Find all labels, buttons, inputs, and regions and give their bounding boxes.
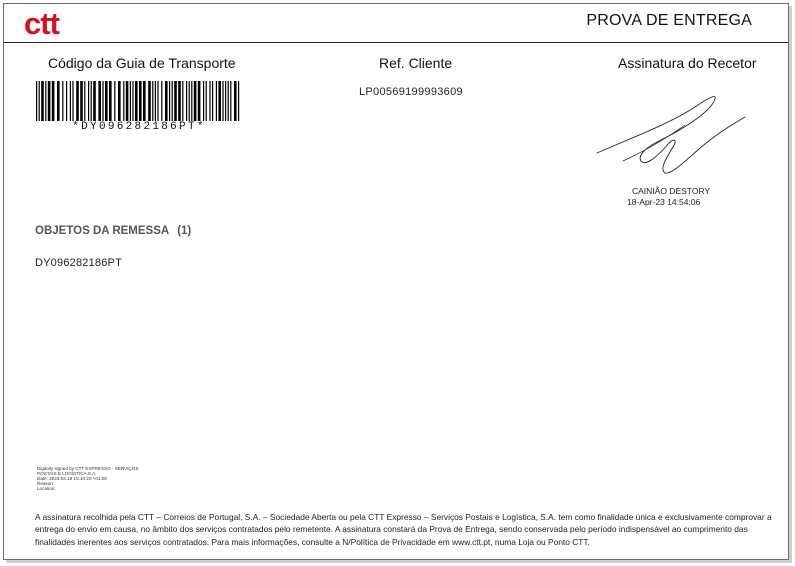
digital-signature-line: POSTAIS E LOGÍSTICA S.A.	[37, 471, 97, 476]
barcode-bar	[186, 81, 187, 121]
barcode-bar	[169, 81, 170, 121]
barcode-bar	[98, 81, 101, 121]
client-reference-label: Ref. Cliente	[379, 55, 453, 71]
shipment-objects-title: OBJETOS DA REMESSA	[35, 225, 170, 237]
barcode-bar	[57, 81, 60, 121]
barcode-bar	[178, 81, 181, 121]
barcode-bar	[191, 81, 192, 121]
barcode-bar	[80, 81, 83, 121]
barcode-bar	[135, 81, 138, 121]
barcode-bar	[118, 81, 121, 121]
barcode-bar	[189, 81, 190, 121]
receiver-signature-label: Assinatura do Recetor	[618, 55, 757, 71]
barcode-bar	[206, 81, 207, 121]
privacy-disclaimer: A assinatura recolhida pela CTT – Correios de Portugal, S.A. – Sociedade Aberta ou pela CTT Expresso – Serviços Postais e Logística, S.A. tem como finalidade única e exclusivamente comprovar a entrega do envio em causa, no âmbito dos serviços contratados pelo remetente. A assinatura constará da Prova de Entrega, sendo conservada pelo período indispensável ao cumprimento das finalidades inerentes aos serviços contratados. Para mais informações, consulte a N/Política de Privacidade em www.ctt.pt, numa Loja ou Ponto CTT.	[35, 512, 772, 547]
barcode-bar	[174, 81, 177, 121]
barcode-bar	[123, 81, 124, 121]
barcode-bar	[172, 81, 173, 121]
digital-signature-line: Date: 2023.04.18 15:10:20 +01:00	[37, 476, 107, 481]
barcode-bar	[114, 81, 115, 121]
shipment-objects-heading	[35, 225, 191, 237]
barcode-bar	[155, 81, 156, 121]
barcode-bar	[143, 81, 146, 121]
barcode-bar	[234, 81, 237, 121]
barcode-bar	[161, 81, 162, 121]
barcode-bar	[41, 81, 44, 121]
barcode-bar	[62, 81, 63, 121]
barcode-bar	[238, 81, 239, 121]
barcode-bar	[36, 81, 37, 121]
barcode-bar	[228, 81, 229, 121]
barcode-bar	[203, 81, 204, 121]
barcode-bar	[76, 81, 79, 121]
barcode-bar	[218, 81, 221, 121]
receiver-name: CAINIÃO DESTORY	[632, 186, 711, 196]
barcode-bar	[105, 81, 108, 121]
digital-signature-line: Digitally signed by CTT EXPRESSO - SERVIÇOS	[37, 466, 139, 471]
digital-signature-line: Location:	[37, 486, 56, 491]
barcode-bar	[222, 81, 223, 121]
signature-timestamp: 18-Apr-23 14:54:06	[627, 197, 701, 207]
barcode-bar	[84, 81, 85, 121]
barcode-bar	[45, 81, 46, 121]
barcode-bar	[93, 81, 96, 121]
barcode-bar	[88, 81, 89, 121]
barcode-bar	[152, 81, 153, 121]
barcode-bar	[72, 81, 73, 121]
barcode-bar	[216, 81, 217, 121]
barcode-bar	[165, 81, 168, 121]
barcode-bar	[66, 81, 67, 121]
barcode-bar	[52, 81, 55, 121]
shipment-objects-count: (1)	[177, 225, 192, 237]
header	[4, 4, 788, 43]
barcode-bar	[139, 81, 142, 121]
digital-signature-block	[37, 466, 138, 491]
waybill-code-label: Código da Guia de Transporte	[48, 55, 236, 71]
barcode-bar	[212, 81, 213, 121]
digital-signature-line: Reason:	[37, 481, 55, 486]
barcode-bar	[39, 81, 40, 121]
barcode-bar	[130, 81, 131, 121]
barcode-bar	[126, 81, 129, 121]
delivery-proof-page	[3, 3, 789, 560]
receiver-signature	[589, 89, 749, 189]
barcode-bar	[209, 81, 210, 121]
barcode-bar	[48, 81, 51, 121]
barcode-bar	[70, 81, 71, 121]
barcode-bar	[109, 81, 112, 121]
barcode-bar	[102, 81, 103, 121]
page-shadow-right	[789, 6, 792, 562]
barcode-bar	[225, 81, 226, 121]
barcode-bar	[132, 81, 133, 121]
barcode-bar	[230, 81, 231, 121]
barcode-bar	[194, 81, 197, 121]
document-title: PROVA DE ENTREGA	[586, 12, 752, 29]
waybill-barcode	[36, 81, 242, 121]
shipment-object-item: DY096282186PT	[35, 257, 122, 269]
client-reference-value: LP00569199993609	[359, 86, 463, 98]
barcode-bar	[91, 81, 92, 121]
barcode-bar	[182, 81, 183, 121]
barcode-bar	[157, 81, 158, 121]
barcode-human-readable: *DY096282186PT*	[72, 121, 206, 133]
barcode-bar	[198, 81, 201, 121]
ctt-logo: ctt	[24, 6, 59, 41]
page-shadow-bottom	[6, 560, 792, 563]
barcode-bar	[148, 81, 151, 121]
